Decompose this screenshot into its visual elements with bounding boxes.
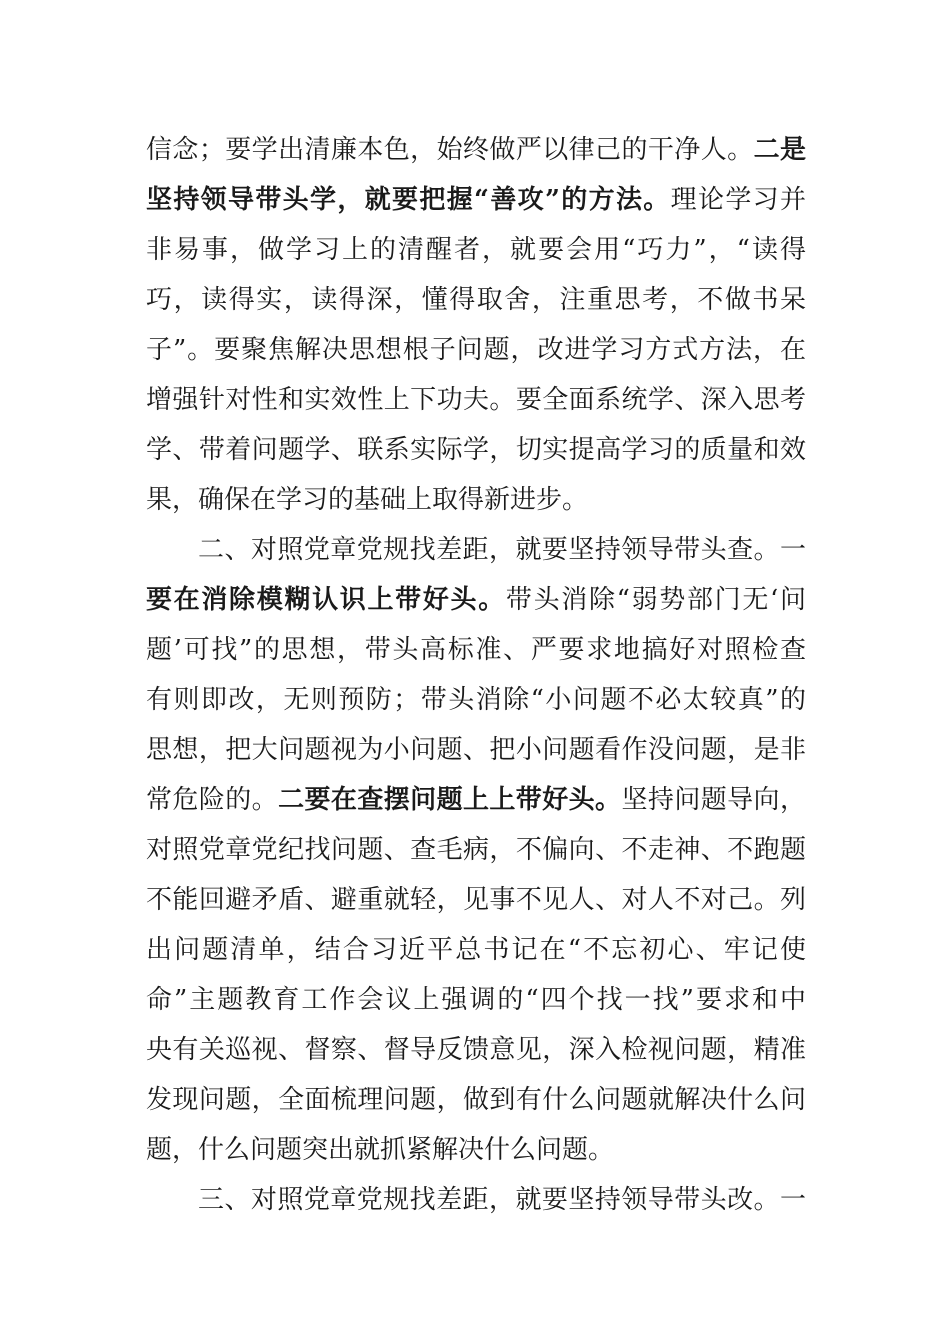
text-line [146, 275, 806, 325]
text-line [146, 425, 806, 475]
text-run: 常危险的。 [146, 785, 279, 815]
text-run: 学、带着问题学、联系实际学，切实提高学习的质量和效 [146, 435, 806, 465]
text-line [146, 325, 806, 375]
text-line [146, 1025, 806, 1075]
text-line [146, 375, 806, 425]
text-line [146, 825, 806, 875]
text-line [146, 525, 806, 575]
paragraph-3 [146, 1175, 806, 1225]
text-run: 不能回避矛盾、避重就轻，见事不见人、对人不对己。列 [146, 885, 806, 915]
text-run: 二、对照党章党规找差距，就要坚持领导带头查。一 [198, 535, 806, 565]
text-line [146, 725, 806, 775]
paragraph-2 [146, 525, 806, 1175]
text-run: 题，什么问题突出就抓紧解决什么问题。 [146, 1135, 615, 1165]
text-line [146, 625, 806, 675]
text-run: 非易事，做学习上的清醒者，就要会用“巧力”，“读得 [146, 235, 806, 265]
text-run: 发现问题，全面梳理问题，做到有什么问题就解决什么问 [146, 1085, 806, 1115]
bold-text-run: 要在消除模糊认识上带好头。 [146, 585, 506, 615]
text-run: 理论学习并 [670, 185, 806, 215]
text-line [146, 125, 806, 175]
text-line [146, 875, 806, 925]
text-run: 思想，把大问题视为小问题、把小问题看作没问题，是非 [146, 735, 806, 765]
text-run: 央有关巡视、督察、督导反馈意见，深入检视问题，精准 [146, 1035, 806, 1065]
text-line [146, 175, 806, 225]
bold-text-run: 坚持领导带头学，就要把握“善攻”的方法。 [146, 185, 671, 215]
text-line [146, 225, 806, 275]
text-run: 子”。要聚焦解决思想根子问题，改进学习方式方法，在 [146, 335, 806, 365]
text-run: 增强针对性和实效性上下功夫。要全面系统学、深入思考 [146, 385, 806, 415]
text-line [146, 1125, 806, 1175]
text-run: 巧，读得实，读得深，懂得取舍，注重思考，不做书呆 [146, 285, 806, 315]
text-line [146, 475, 806, 525]
text-run: 有则即改，无则预防；带头消除“小问题不必太较真”的 [146, 685, 806, 715]
text-run: 对照党章党纪找问题、查毛病，不偏向、不走神、不跑题 [146, 835, 806, 865]
text-run: 命”主题教育工作会议上强调的“四个找一找”要求和中 [146, 985, 806, 1015]
text-line [146, 1175, 806, 1225]
text-run: 题’可找”的思想，带头高标准、严要求地搞好对照检查 [146, 635, 806, 665]
text-run: 果，确保在学习的基础上取得新进步。 [146, 485, 589, 515]
paragraph-1 [146, 125, 806, 525]
text-line [146, 975, 806, 1025]
text-run: 坚持问题导向， [621, 785, 806, 815]
bold-text-run: 二要在查摆问题上上带好头。 [278, 785, 622, 815]
text-line [146, 775, 806, 825]
text-line [146, 675, 806, 725]
text-line [146, 1075, 806, 1125]
text-run: 出问题清单，结合习近平总书记在“不忘初心、牢记使 [146, 935, 806, 965]
document-page [146, 125, 806, 1225]
text-run: 带头消除“弱势部门无‘问 [505, 585, 806, 615]
text-line [146, 575, 806, 625]
text-line [146, 925, 806, 975]
bold-text-run: 二是 [753, 135, 806, 165]
text-run: 三、对照党章党规找差距，就要坚持领导带头改。一 [198, 1185, 806, 1215]
text-run: 信念；要学出清廉本色，始终做严以律己的干净人。 [146, 135, 754, 165]
